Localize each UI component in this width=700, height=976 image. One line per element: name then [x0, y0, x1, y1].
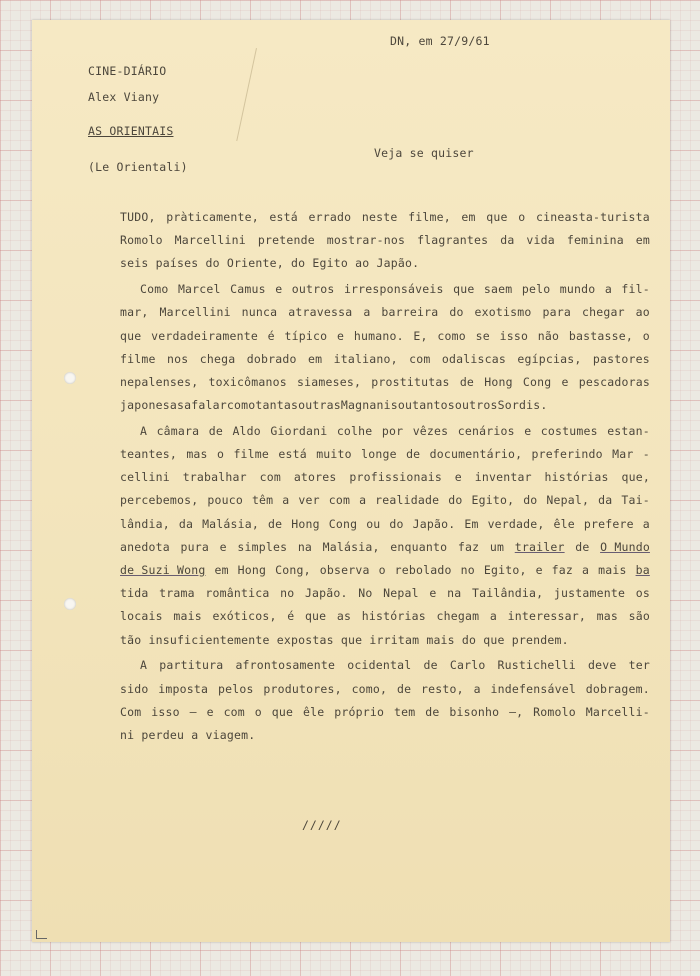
paper-fold — [236, 48, 257, 141]
word: ao — [635, 305, 650, 320]
word: mar, — [120, 305, 149, 320]
word: prostitutas — [371, 374, 450, 389]
word: como — [226, 398, 256, 413]
word: faz — [457, 539, 480, 554]
text-line — [120, 586, 650, 600]
word: Giordani — [270, 423, 328, 438]
word: atravessa — [288, 305, 353, 320]
word: No — [358, 586, 373, 601]
word: partitura — [159, 658, 224, 673]
word: histórias — [361, 609, 426, 624]
word: de — [575, 539, 590, 554]
word: pelos — [217, 681, 254, 696]
word: como, — [351, 681, 388, 696]
word: Egito, — [471, 493, 515, 508]
word: O Mundo — [600, 539, 650, 554]
word: a — [582, 563, 590, 577]
word: —, — [509, 704, 524, 719]
word: Nepal, — [546, 493, 590, 508]
word: com — [223, 704, 245, 719]
text-line — [120, 398, 548, 412]
word: cellini — [120, 470, 170, 485]
author-name: Alex Viany — [88, 90, 160, 104]
word: dobragem. — [585, 681, 650, 696]
word: lândia, — [120, 516, 170, 531]
word: êle — [553, 516, 575, 531]
word: pelo — [521, 282, 551, 297]
word: TUDO, — [120, 210, 156, 224]
word: siameses, — [297, 374, 362, 389]
word: afrontosamente — [235, 658, 336, 673]
word: japonesas — [120, 398, 185, 413]
word: tida — [120, 586, 149, 601]
text-line — [120, 210, 650, 224]
text-line — [120, 540, 650, 554]
word: italiano, — [333, 351, 398, 366]
word: de — [425, 704, 440, 719]
text-line — [120, 256, 419, 270]
word: Cong — [522, 374, 552, 389]
word: isso — [499, 328, 529, 343]
word: do — [448, 493, 463, 508]
word: histórias — [544, 470, 609, 485]
word: Egito, — [483, 563, 527, 577]
word: humano. — [353, 328, 404, 343]
word: neste — [361, 210, 398, 224]
text-line — [120, 305, 650, 319]
word: com — [328, 493, 351, 508]
word: Malásia, — [202, 516, 260, 531]
word: pràticamente, — [166, 210, 259, 224]
word: Cong, — [275, 563, 311, 577]
word: de — [406, 447, 421, 461]
word: está — [269, 210, 298, 224]
word: mas — [186, 447, 208, 461]
text-line — [120, 705, 650, 719]
word: a — [604, 282, 612, 297]
word: ocidental — [347, 658, 412, 673]
word: de — [459, 374, 475, 389]
word: exóticos, — [212, 609, 277, 624]
word: a — [642, 516, 650, 531]
word: enquanto — [390, 539, 448, 554]
text-line — [140, 282, 650, 296]
word: Marcelli- — [585, 704, 650, 719]
word: — — [189, 704, 197, 719]
word: anedota — [120, 539, 170, 554]
word: exotismo — [474, 305, 532, 320]
word: costumes — [540, 423, 598, 438]
word: longe — [361, 447, 397, 461]
word: odaliscas — [441, 351, 506, 366]
text-line — [120, 329, 650, 343]
word: ni perdeu a viagem. — [120, 727, 256, 742]
text-line — [140, 424, 650, 438]
word: verdadeiramente — [151, 328, 258, 343]
word: Rustichelli — [497, 658, 576, 673]
word: as — [336, 609, 352, 624]
word: toxicômanos — [208, 374, 287, 389]
word: nos — [167, 351, 189, 366]
word: saem — [483, 282, 513, 297]
word: são — [628, 609, 650, 624]
word: e — [206, 704, 214, 719]
word: fil- — [621, 282, 650, 297]
word: com — [409, 351, 431, 366]
word: de — [396, 681, 412, 696]
word: chegam — [436, 609, 480, 624]
word: Romolo — [533, 704, 576, 719]
word: Hong — [484, 374, 513, 389]
word: cineasta-turista — [535, 210, 650, 224]
text-line — [120, 517, 650, 531]
word: Malásia, — [322, 539, 380, 554]
word: bisonho — [449, 704, 500, 719]
word: câmara — [156, 423, 200, 438]
word: e — [524, 423, 532, 438]
word: Em — [464, 516, 479, 531]
word: a — [363, 305, 371, 320]
text-line — [120, 470, 650, 484]
word: ou — [397, 398, 413, 413]
word: têm — [251, 493, 274, 508]
word: imposta — [158, 681, 209, 696]
word: sido — [120, 681, 149, 696]
word: Marcellini — [159, 305, 231, 320]
word: Japão. — [304, 586, 348, 601]
word: se — [475, 328, 490, 343]
word: teantes, — [120, 447, 177, 461]
word: faz — [551, 563, 574, 577]
word: um — [489, 539, 505, 554]
word: por — [381, 423, 404, 438]
word: como — [437, 328, 466, 343]
film-title: AS ORIENTAIS — [88, 124, 174, 138]
word: Romolo — [120, 233, 163, 248]
word: deve — [588, 658, 617, 673]
word: filme — [233, 447, 270, 461]
word: muito — [316, 447, 352, 461]
word: filme, — [408, 210, 451, 224]
word: profissionais — [349, 470, 442, 485]
word: Carlo — [449, 658, 486, 673]
word: Com — [120, 704, 142, 719]
word: tantos — [412, 398, 455, 413]
word: pouco — [207, 493, 243, 508]
word: em — [461, 210, 476, 224]
word: trama — [159, 586, 195, 601]
word: Marcellini — [174, 233, 246, 248]
text-line — [120, 633, 569, 647]
word: verdade, — [487, 516, 545, 531]
text-line — [120, 375, 650, 389]
word: de — [423, 658, 438, 673]
word: que — [453, 282, 475, 297]
word: típico — [284, 328, 328, 343]
word: e — [561, 374, 569, 389]
word: Sordis. — [497, 398, 548, 413]
word: prefere — [583, 516, 634, 531]
word: de — [268, 516, 283, 531]
text-line — [120, 609, 650, 623]
word: na — [297, 539, 313, 554]
word: interessar, — [507, 609, 586, 624]
word: de Suzi Wong — [120, 563, 206, 577]
word: A — [140, 658, 148, 673]
word: nunca — [241, 305, 278, 320]
word: Tai- — [621, 493, 650, 508]
word: o — [642, 328, 650, 343]
word: Nepal — [383, 586, 419, 601]
word: egípcias, — [517, 351, 582, 366]
punch-hole — [64, 372, 76, 384]
word: e — [535, 563, 543, 577]
word: o — [518, 210, 526, 224]
word: o — [378, 563, 386, 577]
word: resto, — [421, 681, 464, 696]
word: filme — [120, 351, 156, 366]
word: observa — [319, 563, 370, 577]
word: A — [140, 423, 148, 438]
word: romântica — [205, 586, 270, 601]
word: a — [359, 493, 367, 508]
word: Camus — [230, 282, 266, 297]
word: outros — [454, 398, 498, 413]
text-line — [120, 563, 650, 577]
dateline: DN, em 27/9/61 — [390, 34, 490, 48]
word: que — [120, 328, 142, 343]
word: o — [254, 704, 262, 719]
word: inventar — [474, 470, 532, 485]
word: o — [217, 447, 225, 461]
word: a — [473, 681, 481, 696]
word: simples — [237, 539, 288, 554]
word: tem — [393, 704, 416, 719]
word: Aldo — [232, 423, 261, 438]
original-title: (Le Orientali) — [88, 160, 188, 174]
verdict: Veja se quiser — [374, 146, 474, 160]
word: em — [214, 563, 229, 577]
text-line — [120, 352, 650, 366]
word: atores — [293, 470, 337, 485]
word: rebolado — [394, 563, 452, 577]
word: justamente — [553, 586, 626, 601]
word: mas — [596, 609, 618, 624]
word: na — [447, 586, 462, 601]
word: êle — [303, 704, 325, 719]
text-line — [120, 233, 650, 247]
word: documentário, — [429, 447, 523, 461]
word: da — [598, 493, 613, 508]
text-line — [120, 682, 650, 696]
word: os — [635, 586, 650, 601]
word: e — [275, 282, 283, 297]
word: irresponsáveis — [343, 282, 444, 297]
word: de — [208, 423, 223, 438]
word: errado — [308, 210, 352, 224]
word: que — [304, 609, 327, 624]
word: ter — [628, 658, 650, 673]
word: e — [219, 539, 227, 554]
column-name: CINE-DIÁRIO — [88, 64, 167, 78]
word: para — [542, 305, 571, 320]
word: locais — [120, 609, 163, 624]
word: E, — [413, 328, 428, 343]
word: Hong — [291, 516, 320, 531]
word: - — [642, 447, 650, 461]
word: com — [259, 470, 281, 485]
word: vêzes — [412, 423, 449, 438]
word: é — [287, 609, 295, 624]
word: que — [271, 704, 294, 719]
word: no — [280, 586, 295, 601]
word: isso — [151, 704, 180, 719]
word: Magnanis — [340, 398, 398, 413]
word: e — [454, 470, 462, 485]
word: ba — [635, 563, 650, 577]
word: é — [267, 328, 275, 343]
word: a — [489, 609, 497, 624]
word: Cong — [328, 516, 358, 531]
word: no — [460, 563, 475, 577]
word: realidade — [375, 493, 440, 508]
word: tantas — [255, 398, 299, 413]
text-line — [120, 493, 650, 507]
word: da — [500, 233, 515, 248]
word: trabalhar — [182, 470, 247, 485]
word: flagrantes — [417, 233, 489, 248]
word: dobrado — [246, 351, 297, 366]
word: próprio — [334, 704, 385, 719]
word: cenários — [457, 423, 515, 438]
word: falar — [191, 398, 227, 413]
word: que — [486, 210, 508, 224]
word: e — [429, 586, 437, 601]
word: estan- — [607, 423, 650, 438]
closing-mark: ///// — [302, 818, 342, 832]
word: do — [389, 516, 404, 531]
word: Tailândia, — [471, 586, 544, 601]
word: outras — [298, 398, 341, 413]
word: preferindo — [531, 447, 603, 461]
word: Japão. — [412, 516, 456, 531]
word: chega — [199, 351, 236, 366]
word: ou — [366, 516, 381, 531]
word: colhe — [336, 423, 373, 438]
word: Mar — [612, 447, 634, 461]
word: trailer — [514, 539, 565, 554]
word: pastores — [592, 351, 650, 366]
text-line — [120, 447, 650, 461]
word: mundo — [559, 282, 596, 297]
word: pescadoras — [578, 374, 650, 389]
word: barreira — [381, 305, 439, 320]
word: em — [635, 233, 650, 248]
punch-hole — [64, 598, 76, 610]
corner-mark — [36, 930, 47, 939]
word: a — [184, 398, 192, 413]
word: outros — [291, 282, 335, 297]
word: mostrar-nos — [326, 233, 406, 248]
word: seis países do Oriente, do Egito ao Japão. — [120, 256, 420, 271]
word: do — [523, 493, 538, 508]
text-line — [120, 728, 255, 742]
word: em — [308, 351, 323, 366]
word: Marcel — [177, 282, 221, 297]
word: não — [537, 328, 560, 343]
word: vida — [526, 233, 555, 248]
word: produtores, — [263, 681, 342, 696]
text-line — [140, 658, 650, 672]
word: ver — [298, 493, 320, 508]
word: Como — [140, 282, 169, 297]
word: que, — [621, 470, 650, 485]
typewritten-page — [32, 20, 670, 942]
word: do — [449, 305, 464, 320]
word: Hong — [237, 563, 267, 577]
word: nepalenses, — [120, 374, 199, 389]
word: indefensável — [490, 681, 576, 696]
word: mais — [173, 609, 202, 624]
word: feminina — [566, 233, 624, 248]
word: pretende — [257, 233, 315, 248]
word: tão insuficientemente expostas que irritam mais do que prendem. — [120, 632, 569, 647]
word: bastasse, — [568, 328, 634, 343]
word: a — [282, 493, 290, 508]
word: mais — [598, 563, 627, 577]
word: está — [278, 447, 307, 461]
word: da — [178, 516, 194, 531]
word: pura — [180, 539, 209, 554]
word: e — [336, 328, 345, 343]
word: chegar — [581, 305, 625, 320]
word: percebemos, — [120, 493, 199, 508]
